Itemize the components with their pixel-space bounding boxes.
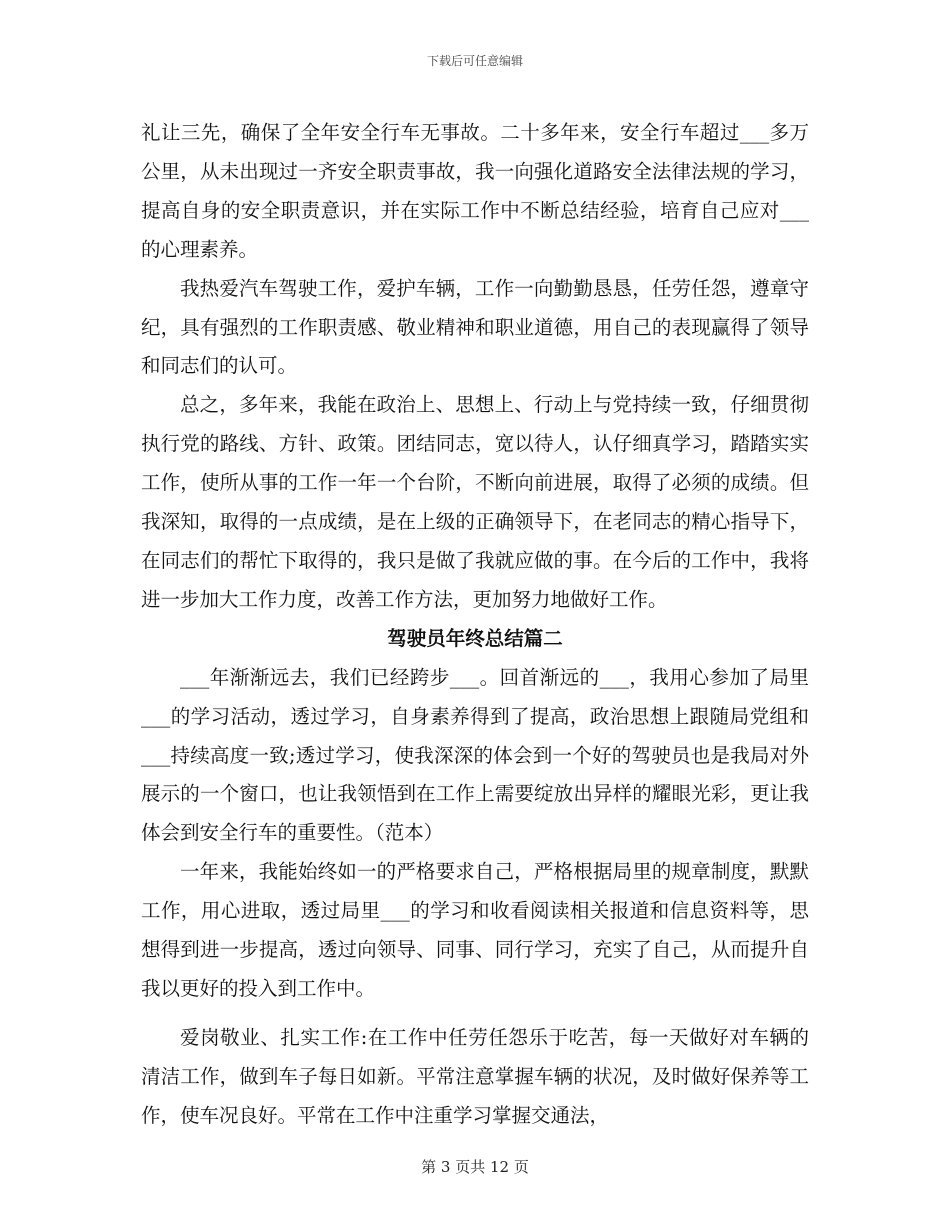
paragraph: 我热爱汽车驾驶工作，爱护车辆，工作一向勤勤恳恳，任劳任怨，遵章守纪，具有强烈的工作职责感、敬业精神和职业道德，用自己的表现赢得了领导和同志们的认可。 [141,276,809,378]
page-footer: 第 3 页共 12 页 [421,1158,529,1176]
page-header: 下载后可任意编辑 [426,54,523,68]
paragraph: ___年渐渐远去，我们已经跨步___。回首渐远的___，我用心参加了局里___的学习活动，透过学习，自身素养得到了提高，政治思想上跟随局党组和___持续高度一致;透过学习，使我深深的体会到一个好的驾驶员也是我局对外展示的一个窗口，也让我领悟到在工作上需要绽放出异样的耀眼光彩，更让我体会到安全行车的重要性。（范本） [141,665,809,845]
paragraph-continuation: 礼让三先，确保了全年安全行车无事故。二十多年来，安全行车超过___多万公里，从未出现过一齐安全职责事故，我一向强化道路安全法律法规的学习，提高自身的安全职责意识，并在实际工作中不断总结经验，培育自己应对___的心理素养。 [141,121,809,261]
paragraph: 一年来，我能始终如一的严格要求自己，严格根据局里的规章制度，默默工作，用心进取，透过局里___的学习和收看阅读相关报道和信息资料等，思想得到进一步提高，透过向领导、同事、同行学习，充实了自己，从而提升自我以更好的投入到工作中。 [141,860,809,1000]
paragraph: 爱岗敬业、扎实工作:在工作中任劳任怨乐于吃苦，每一天做好对车辆的清洁工作，做到车子每日如新。平常注意掌握车辆的状况，及时做好保养等工作，使车况良好。平常在工作中注重学习掌握交通法， [141,1025,809,1127]
document-body [141,114,809,1136]
paragraph: 总之，多年来，我能在政治上、思想上、行动上与党持续一致，仔细贯彻执行党的路线、方针、政策。团结同志，宽以待人，认仔细真学习，踏踏实实工作，使所从事的工作一年一个台阶，不断向前进展，取得了必须的成绩。但我深知，取得的一点成绩，是在上级的正确领导下，在老同志的精心指导下，在同志们的帮忙下取得的，我只是做了我就应做的事。在今后的工作中，我将进一步加大工作力度，改善工作方法，更加努力地做好工作。 [141,393,809,611]
section-title: 驾驶员年终总结篇二 [387,626,563,650]
